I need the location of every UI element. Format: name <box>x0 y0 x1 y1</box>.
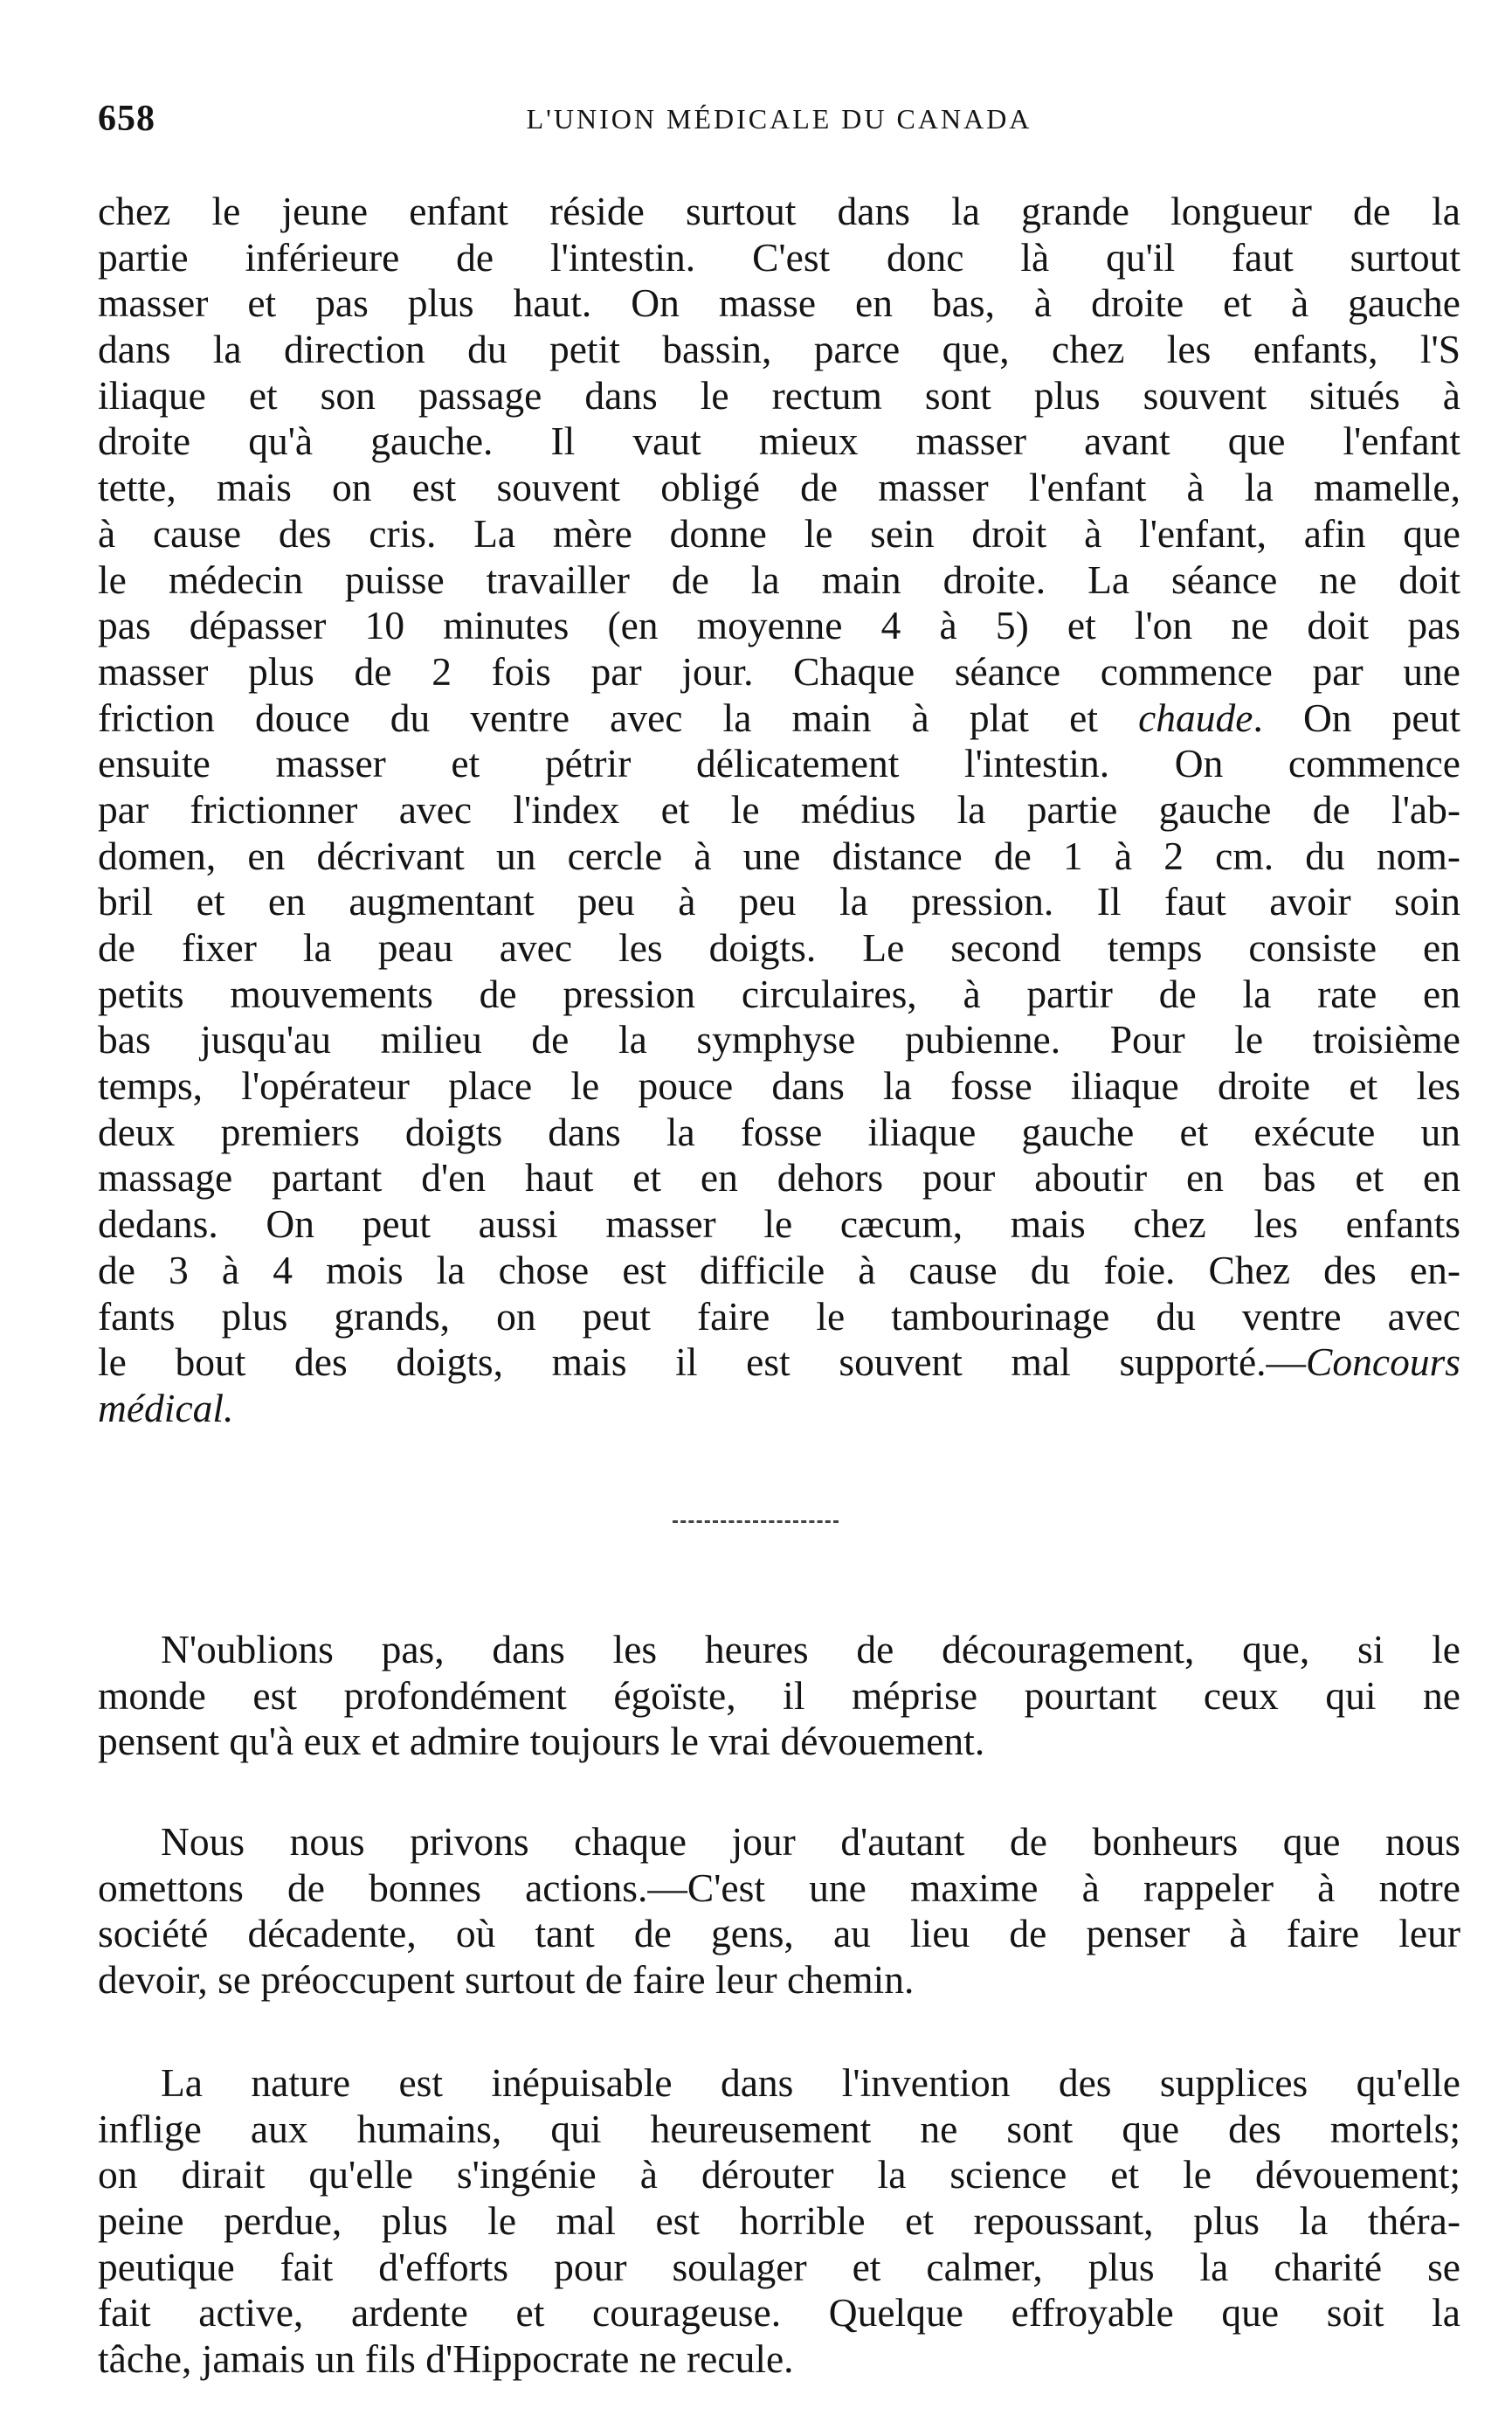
text-line: par frictionner avec l'index et le médius la partie gauche de l'ab- <box>98 786 1460 832</box>
text-line: devoir, se préoccupent surtout de faire leur chemin. <box>98 1957 915 2003</box>
text-line: fait active, ardente et courageuse. Quelque effroyable que soit la <box>98 2290 1460 2336</box>
text-line: chez le jeune enfant réside surtout dans la grande longueur de la <box>98 189 1460 233</box>
text-line: pensent qu'à eux et admire toujours le vrai dévouement. <box>98 1719 985 1764</box>
page-number: 658 <box>98 99 155 139</box>
text-line: de 3 à 4 mois la chose est difficile à cause du foie. Chez des en- <box>98 1247 1460 1292</box>
text-line: iliaque et son passage dans le rectum sont plus souvent situés à <box>98 372 1460 418</box>
text-segment: le bout des doigts, mais il est souvent mal supporté.— <box>98 1339 1307 1385</box>
text-line: N'oublions pas, dans les heures de découragement, que, si le <box>161 1627 1460 1671</box>
section-separator <box>673 1520 839 1523</box>
text-line: La nature est inépuisable dans l'invention des supplices qu'elle <box>161 2060 1460 2105</box>
text-line <box>98 696 1460 742</box>
text-line: bas jusqu'au milieu de la symphyse pubienne. Pour le troisième <box>98 1017 1460 1062</box>
text-line: deux premiers doigts dans la fosse iliaque gauche et exécute un <box>98 1109 1460 1154</box>
text-segment: friction douce du ventre avec la main à plat et <box>98 695 1098 740</box>
text-line <box>98 1339 1460 1386</box>
text-line: société décadente, où tant de gens, au lieu de penser à faire leur <box>98 1911 1460 1956</box>
text-line: partie inférieure de l'intestin. C'est donc là qu'il faut surtout <box>98 234 1460 280</box>
text-line: temps, l'opérateur place le pouce dans la fosse iliaque droite et les <box>98 1063 1460 1109</box>
text-line: dans la direction du petit bassin, parce que, chez les enfants, l'S <box>98 327 1460 372</box>
text-line: tette, mais on est souvent obligé de masser l'enfant à la mamelle, <box>98 465 1460 510</box>
source-citation: Concours <box>1306 1339 1460 1385</box>
text-line: masser et pas plus haut. On masse en bas, à droite et à gauche <box>98 280 1460 326</box>
text-line: le médecin puisse travailler de la main droite. La séance ne doit <box>98 557 1460 602</box>
text-line: on dirait qu'elle s'ingénie à dérouter la science et le dévouement; <box>98 2152 1460 2197</box>
text-line: à cause des cris. La mère donne le sein droit à l'enfant, afin que <box>98 510 1460 556</box>
text-line: bril et en augmentant peu à peu la pression. Il faut avoir soin <box>98 879 1460 924</box>
source-citation: médical. <box>98 1385 234 1430</box>
maxim-paragraph <box>98 1819 1460 2003</box>
text-line: ensuite masser et pétrir délicatement l'intestin. On commence <box>98 741 1460 786</box>
text-line: domen, en décrivant un cercle à une distance de 1 à 2 cm. du nom- <box>98 833 1460 878</box>
text-line: massage partant d'en haut et en dehors pour aboutir en bas et en <box>98 1155 1460 1201</box>
text-line: pas dépasser 10 minutes (en moyenne 4 à 5) et l'on ne doit pas <box>98 603 1460 648</box>
maxim-paragraph <box>98 1627 1460 1765</box>
italic-word: chaude <box>1138 695 1253 740</box>
text-line: omettons de bonnes actions.—C'est une maxime à rappeler à notre <box>98 1865 1460 1910</box>
text-line: peine perdue, plus le mal est horrible et repoussant, plus la théra- <box>98 2198 1460 2244</box>
text-line: inflige aux humains, qui heureusement ne sont que des mortels; <box>98 2106 1460 2151</box>
text-line: droite qu'à gauche. Il vaut mieux masser avant que l'enfant <box>98 419 1460 464</box>
text-line: fants plus grands, on peut faire le tambourinage du ventre avec <box>98 1293 1460 1339</box>
text-line: peutique fait d'efforts pour soulager et calmer, plus la charité se <box>98 2244 1460 2289</box>
article-continuation <box>98 189 1460 1432</box>
text-line: masser plus de 2 fois par jour. Chaque séance commence par une <box>98 648 1460 694</box>
text-segment: . On peut <box>1253 695 1460 740</box>
text-line: Nous nous privons chaque jour d'autant de bonheurs que nous <box>161 1819 1460 1864</box>
text-line <box>98 1386 1460 1432</box>
text-line: tâche, jamais un fils d'Hippocrate ne recule. <box>98 2336 794 2382</box>
text-line: de fixer la peau avec les doigts. Le second temps consiste en <box>98 925 1460 970</box>
text-line: petits mouvements de pression circulaires, à partir de la rate en <box>98 971 1460 1016</box>
maxim-paragraph <box>98 2060 1460 2383</box>
running-title: L'UNION MÉDICALE DU CANADA <box>526 103 1032 135</box>
page-header <box>98 98 1460 150</box>
text-line: monde est profondément égoïste, il méprise pourtant ceux qui ne <box>98 1672 1460 1718</box>
text-line: dedans. On peut aussi masser le cæcum, mais chez les enfants <box>98 1201 1460 1247</box>
